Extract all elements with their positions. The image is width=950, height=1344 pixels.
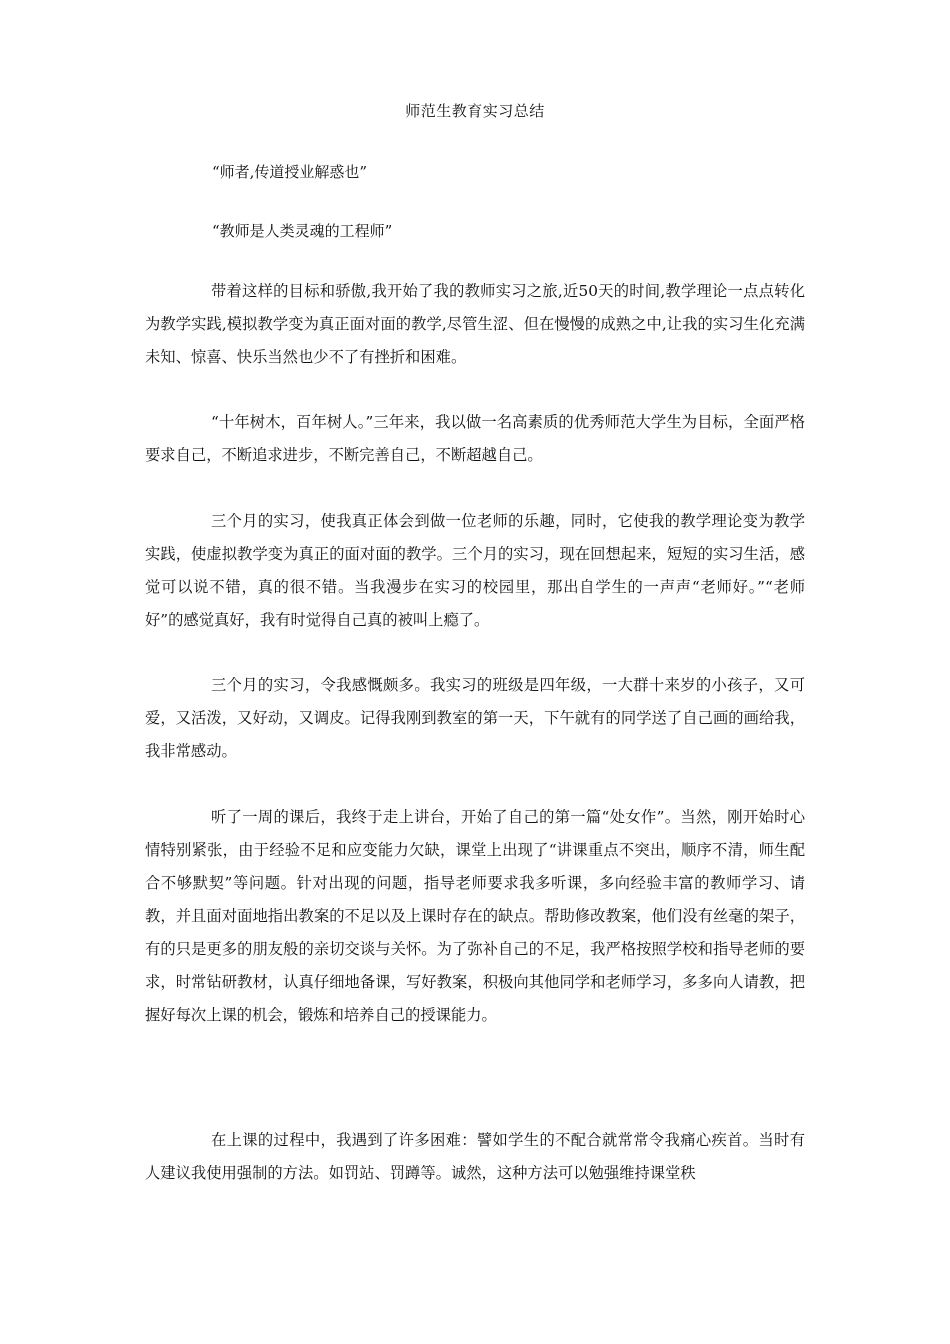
- quote-line: “教师是人类灵魂的工程师”: [212, 222, 393, 240]
- paragraph: 在上课的过程中，我遇到了许多困难：譬如学生的不配合就常常令我痛心疾首。当时有人建议我使用强制的方法。如罚站、罚蹲等。诚然，这种方法可以勉强维持课堂秩: [145, 1131, 805, 1182]
- paragraph: “十年树木，百年树人。”三年来，我以做一名高素质的优秀师范大学生为目标，全面严格要求自己，不断追求进步，不断完善自己，不断超越自己。: [145, 413, 805, 464]
- quote-line: “师者,传道授业解惑也”: [212, 163, 368, 181]
- paragraph: 三个月的实习，使我真正体会到做一位老师的乐趣，同时，它使我的教学理论变为教学实践，使虚拟教学变为真正的面对面的教学。三个月的实习，现在回想起来，短短的实习生活，感觉可以说不错，真的很不错。当我漫步在实习的校园里，那出自学生的一声声“老师好。”“老师好”的感觉真好，我有时觉得自己真的被叫上瘾了。: [145, 512, 805, 629]
- paragraph: 三个月的实习，令我感慨颇多。我实习的班级是四年级，一大群十来岁的小孩子，又可爱，又活泼，又好动，又调皮。记得我刚到教室的第一天，下午就有的同学送了自己画的画给我，我非常感动。: [145, 676, 805, 760]
- document-title: 师范生教育实习总结: [405, 102, 545, 120]
- paragraph: 带着这样的目标和骄傲,我开始了我的教师实习之旅,近50天的时间,教学理论一点点转化为教学实践,模拟教学变为真正面对面的教学,尽管生涩、但在慢慢的成熟之中,让我的实习生化充满未知、惊喜、快乐当然也少不了有挫折和困难。: [145, 282, 805, 366]
- paragraph: 听了一周的课后，我终于走上讲台，开始了自己的第一篇“处女作”。当然，刚开始时心情特别紧张，由于经验不足和应变能力欠缺，课堂上出现了“讲课重点不突出，顺序不清，师生配合不够默契”等问题。针对出现的问题，指导老师要求我多听课，多向经验丰富的教师学习、请教，并且面对面地指出教案的不足以及上课时存在的缺点。帮助修改教案，他们没有丝毫的架子，有的只是更多的朋友般的亲切交谈与关怀。为了弥补自己的不足，我严格按照学校和指导老师的要求，时常钻研教材，认真仔细地备课，写好教案，积极向其他同学和老师学习，多多向人请教，把握好每次上课的机会，锻炼和培养自己的授课能力。: [145, 808, 805, 1024]
